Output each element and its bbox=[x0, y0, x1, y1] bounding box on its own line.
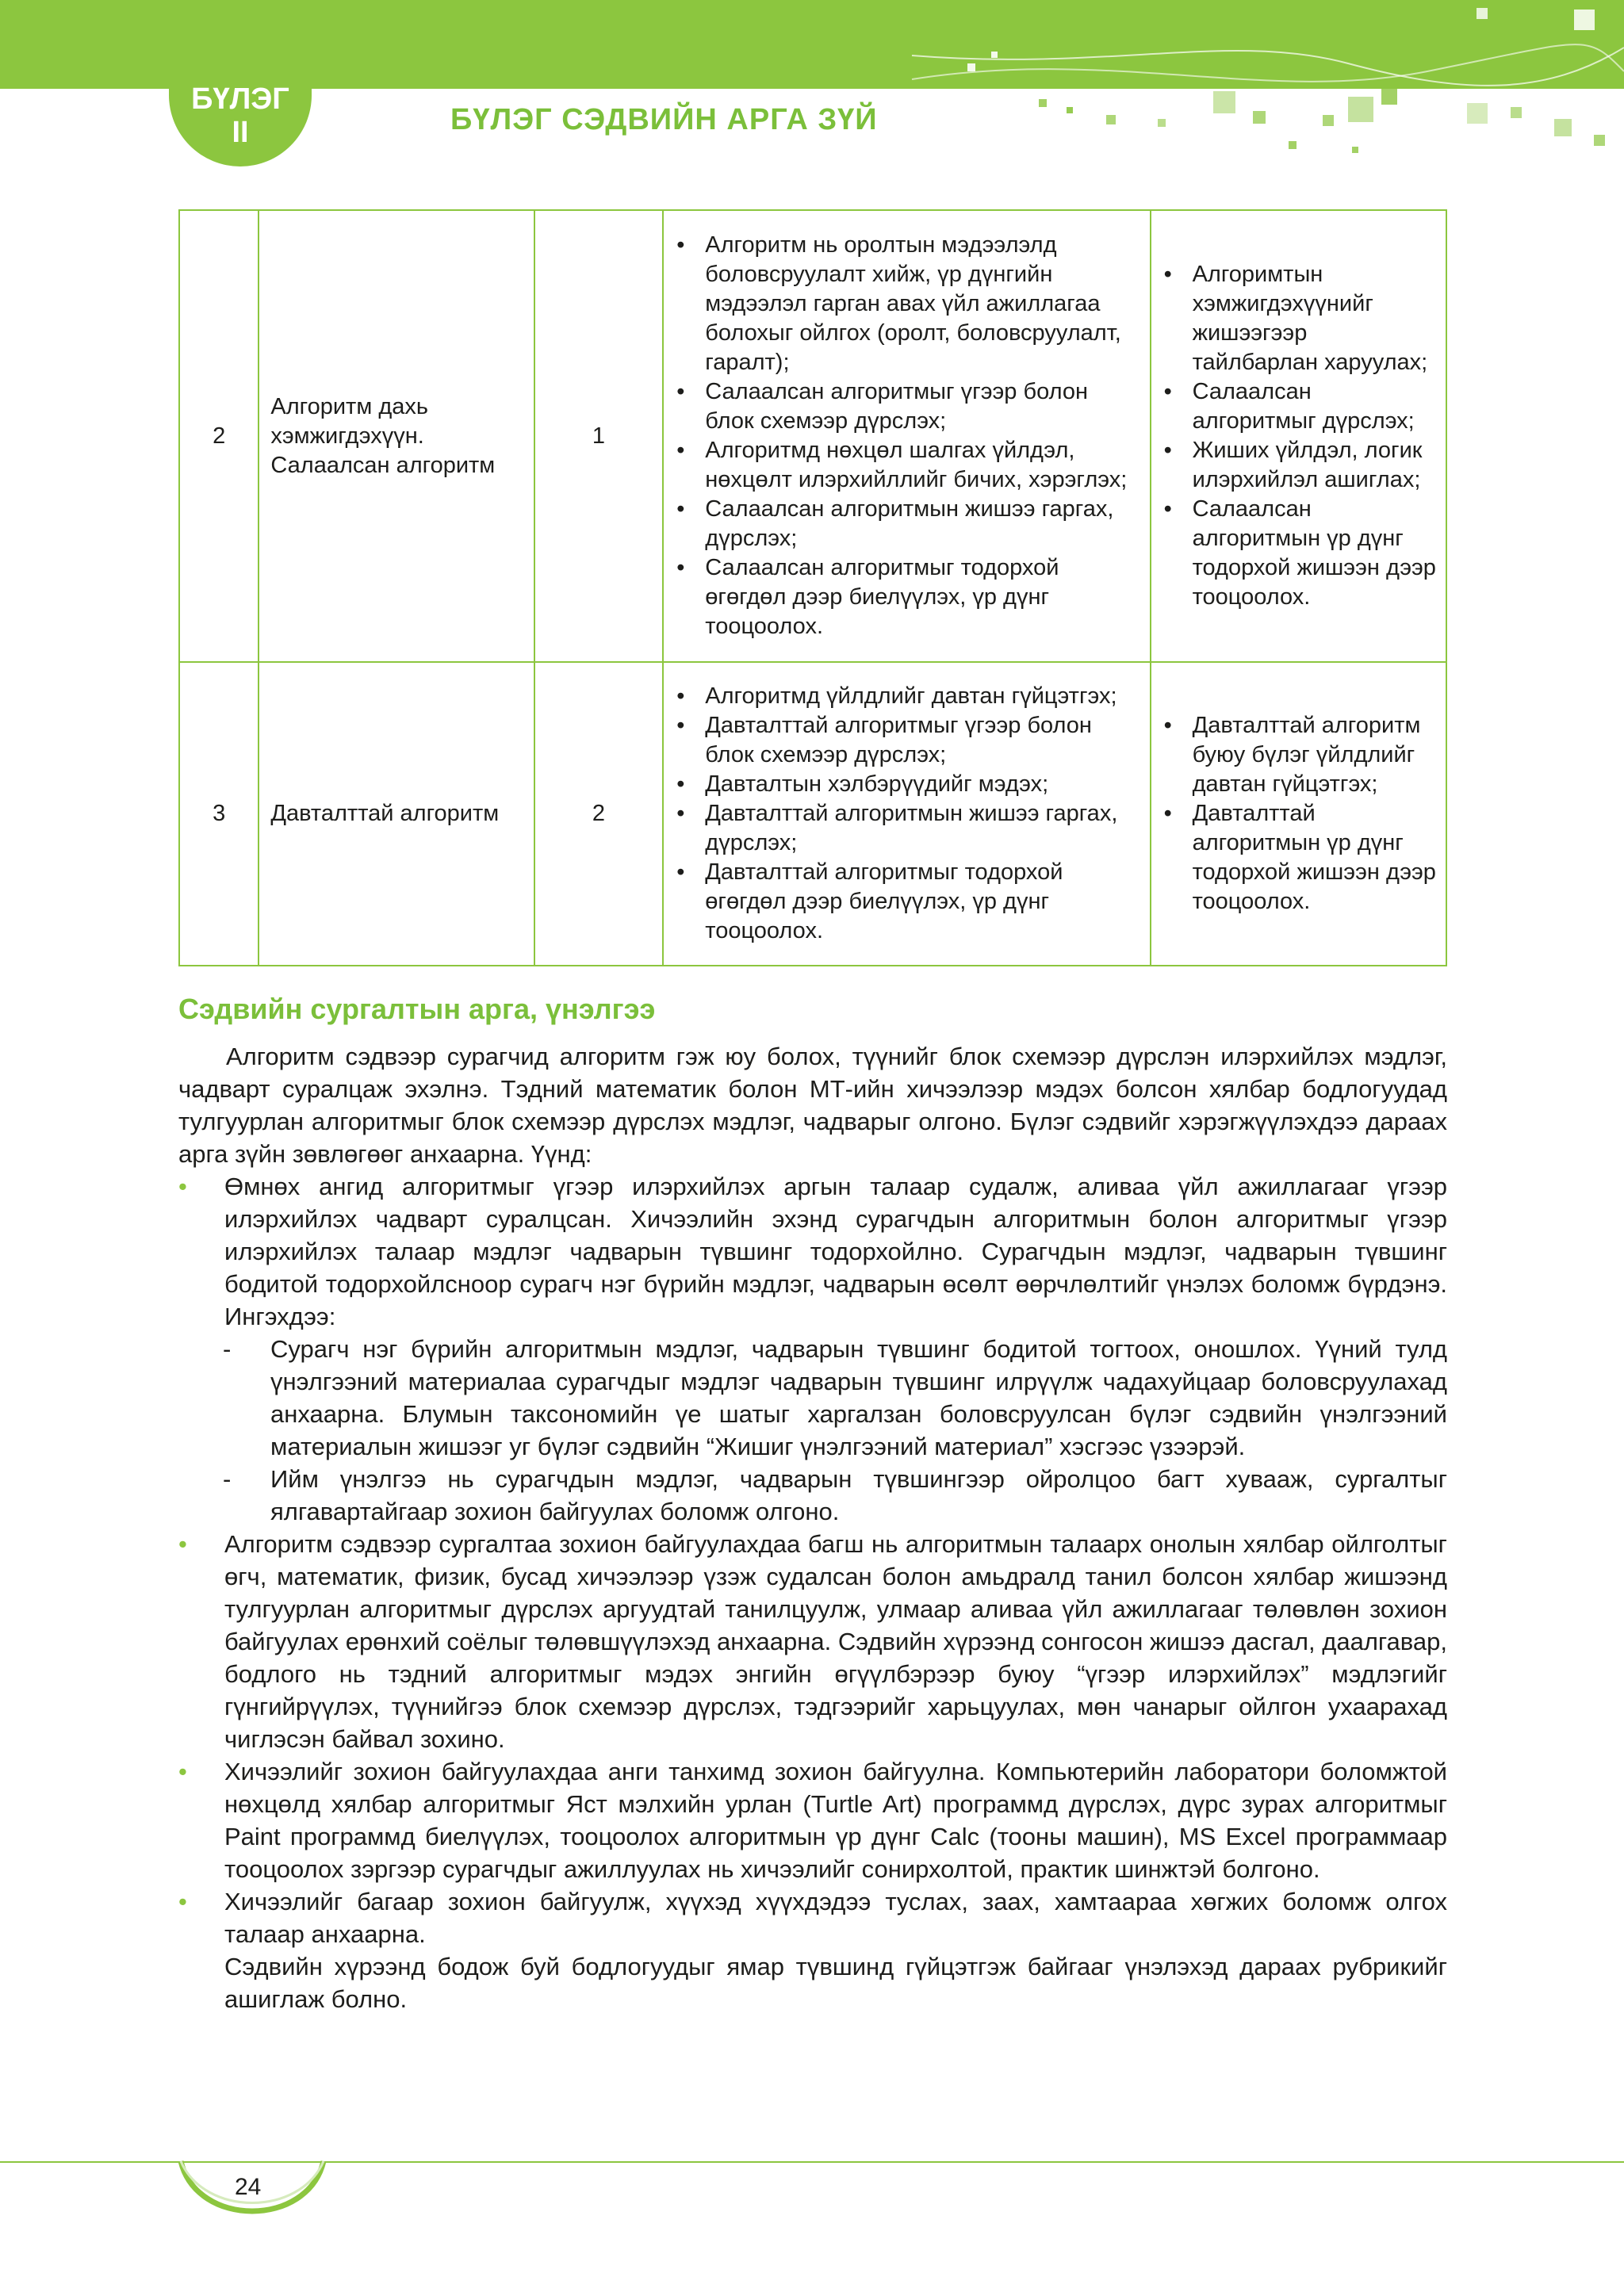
criteria-item: • Жиших үйлдэл, логик илэрхийлэл ашиглах; bbox=[1164, 436, 1438, 495]
goal-item: • Салаалсан алгоритмыг үгээр болон блок схемээр дүрслэх; bbox=[676, 377, 1141, 436]
section-title: Сэдвийн сургалтын арга, үнэлгээ bbox=[178, 993, 656, 1025]
bullet-item bbox=[178, 1755, 1447, 1885]
bullet-icon: • bbox=[178, 1530, 187, 1558]
row-criteria bbox=[1151, 210, 1446, 662]
bullet-text: Өмнөх ангид алгоритмыг үгээр илэрхийлэх аргын талаар судалж, аливаа үйл ажиллагааг үгээр илэрхийлэх чадварт суралцсан. Хичээлийн эхэнд сурагчдын алгоритмын болон алгоритмыг үгээр илэрхийлэх талаар мэдлэг чадварын түвшинг тодорхойлно. Сурагчдын мэдлэг, чадварын түвшинг бодитой тодорхойлсноор сурагч нэг бүрийн мэдлэг, чадварын өсөлт өөрчлөлтийг үнэлэх боломж бүрдэнэ. Ингэхдээ: bbox=[224, 1173, 1447, 1330]
goal-item: • Алгоритмд нөхцөл шалгах үйлдэл, нөхцөлт илэрхийллийг бичих, хэрэглэх; bbox=[676, 436, 1141, 495]
bullet-text: Алгоритм сэдвээр сургалтаа зохион байгуулахдаа багш нь алгоритмын талаарх онолын хялбар ойлголтыг өгч, математик, физик, бусад хичээлээр үзэж судалсан болон амьдралд танил болсон хялбар жишээнд тулгуурлан алгоритмыг дүрслэх аргуудтай танилцуулж, улмаар аливаа үйл ажиллагааг төлөвлөн зохион байгуулах ерөнхий соёлыг төлөвшүүлэхэд анхаарна. Сэдвийн хүрээнд сонгосон жишээ дасгал, даалгавар, бодлого нь тэдний алгоритмыг мэдэх энгийн өгүүлбэрээр буюу “үгээр илэрхийлэх” мэдлэгийг гүнгийрүүлэх, түүнийгээ блок схемээр дүрслэх, тэдгээрийг харьцуулах, мөн чанарыг ойлгон ухаарахад чиглэсэн байвал зохино. bbox=[224, 1530, 1447, 1753]
row-criteria bbox=[1151, 662, 1446, 966]
bullet-text: Хичээлийг зохион байгуулахдаа анги танхимд зохион байгуулна. Компьютерийн лаборатори боломжтой нөхцөлд хялбар алгоритмыг Яст мэлхийн урлан (Turtle Art) программд дүрслэх, дүрс зурах алгоритмыг Paint программд биелүүлэх, тооцоолох алгоритмын үр дүнг Calc (тооны машин), MS Excel программаар тооцоолох зэргээр сурагчдыг ажиллуулах нь хичээлийг сонирхолтой, практик шинжтэй болгоно. bbox=[224, 1758, 1447, 1883]
row-number: 2 bbox=[179, 210, 259, 662]
row-topic: Алгоритм дахь хэмжигдэхүүн. Салаалсан алгоритм bbox=[259, 210, 534, 662]
bullet-icon: • bbox=[178, 1888, 187, 1915]
body-text bbox=[178, 1040, 1447, 2015]
dash-item bbox=[178, 1333, 1447, 1463]
row-number: 3 bbox=[179, 662, 259, 966]
goal-item: • Давталтын хэлбэрүүдийг мэдэх; bbox=[676, 770, 1141, 799]
bullet-icon: • bbox=[178, 1758, 187, 1785]
goal-item: • Алгоритм нь оролтын мэдээлэлд боловсруулалт хийж, үр дүнгийн мэдээлэл гарган авах үйл ажиллагаа болохыг ойлгох (оролт, боловсруулалт, гаралт); bbox=[676, 231, 1141, 377]
dash-text: Ийм үнэлгээ нь сурагчдын мэдлэг, чадварын түвшингээр ойролцоо багт хувааж, сургалтыг ялгавартайгаар зохион байгуулах боломж олгоно. bbox=[270, 1465, 1447, 1525]
dash-text: Сурагч нэг бүрийн алгоритмын мэдлэг, чадварын түвшинг бодитой тогтоох, оношлох. Үүний тулд үнэлгээний материалаа сурагчдыг мэдлэг чадварын түвшинг илрүүлж чадахуйцаар боловсруулахад анхаарна. Блумын таксономийн үе шатыг харгалзан боловсруулсан бүлэг сэдвийн үнэлгээний материалын жишээг уг бүлэг сэдвийн “Жишиг үнэлгээний материал” хэсгээс үзээрэй. bbox=[270, 1335, 1447, 1460]
goal-item: • Салаалсан алгоритмын жишээ гаргах, дүрслэх; bbox=[676, 495, 1141, 553]
row-topic: Давталттай алгоритм bbox=[259, 662, 534, 966]
chapter-label: БҮЛЭГ bbox=[191, 82, 289, 116]
row-goals bbox=[663, 662, 1150, 966]
bullet-text: Хичээлийг багаар зохион байгуулж, хүүхэд хүүхдэдээ туслах, заах, хамтаараа хөгжих боломж олгох талаар анхаарна. bbox=[224, 1888, 1447, 1948]
bullet-item bbox=[178, 1885, 1447, 1950]
header-title: БҮЛЭГ СЭДВИЙН АРГА ЗҮЙ bbox=[450, 103, 878, 136]
goal-item: • Давталттай алгоритмын жишээ гаргах, дүрслэх; bbox=[676, 799, 1141, 858]
chapter-number: II bbox=[232, 116, 249, 149]
criteria-item: • Давталттай алгоритмын үр дүнг тодорхой жишээн дээр тооцоолох. bbox=[1164, 799, 1438, 916]
page-number: 24 bbox=[235, 2174, 262, 2200]
goal-item: • Салаалсан алгоритмыг тодорхой өгөгдөл дээр биелүүлэх, үр дүнг тооцоолох. bbox=[676, 553, 1141, 641]
dash-icon: - bbox=[223, 1465, 232, 1493]
goal-item: • Алгоритмд үйлдлийг давтан гүйцэтгэх; bbox=[676, 682, 1141, 711]
intro-paragraph: Алгоритм сэдвээр сурагчид алгоритм гэж юу болох, түүнийг блок схемээр дүрслэн илэрхийлэх мэдлэг, чадварт суралцаж эхэлнэ. Тэдний математик болон МТ-ийн хичээлээр мэдэх болсон хялбар бодлогуудад тулгуурлан алгоритмыг блок схемээр дүрслэх мэдлэг, чадварыг олгоно. Бүлэг сэдвийг хэрэгжүүлэхдээ дараах арга зүйн зөвлөгөөг анхаарна. Үүнд: bbox=[178, 1043, 1447, 1168]
bullet-icon: • bbox=[178, 1173, 187, 1200]
criteria-item: • Салаалсан алгоритмын үр дүнг тодорхой жишээн дээр тооцоолох. bbox=[1164, 495, 1438, 612]
goal-item: • Давталттай алгоритмыг тодорхой өгөгдөл дээр биелүүлэх, үр дүнг тооцоолох. bbox=[676, 858, 1141, 946]
lesson-plan-table bbox=[178, 209, 1447, 966]
dash-item bbox=[178, 1463, 1447, 1528]
bullet-item bbox=[178, 1170, 1447, 1333]
table-row bbox=[179, 210, 1446, 662]
row-goals bbox=[663, 210, 1150, 662]
row-hours: 2 bbox=[534, 662, 664, 966]
dash-icon: - bbox=[223, 1335, 232, 1363]
table-row bbox=[179, 662, 1446, 966]
bullet-item bbox=[178, 1528, 1447, 1755]
criteria-item: • Давталттай алгоритм буюу бүлэг үйлдлийг давтан гүйцэтгэх; bbox=[1164, 711, 1438, 799]
goal-item: • Давталттай алгоритмыг үгээр болон блок схемээр дүрслэх; bbox=[676, 711, 1141, 770]
row-hours: 1 bbox=[534, 210, 664, 662]
closing-paragraph: Сэдвийн хүрээнд бодож буй бодлогуудыг ямар түвшинд гүйцэтгэж байгааг үнэлэхэд дараах рубрикийг ашиглаж болно. bbox=[224, 1953, 1447, 2013]
criteria-item: • Салаалсан алгоритмыг дүрслэх; bbox=[1164, 377, 1438, 436]
criteria-item: • Алгоримтын хэмжигдэхүүнийг жишээгээр тайлбарлан харуулах; bbox=[1164, 260, 1438, 377]
